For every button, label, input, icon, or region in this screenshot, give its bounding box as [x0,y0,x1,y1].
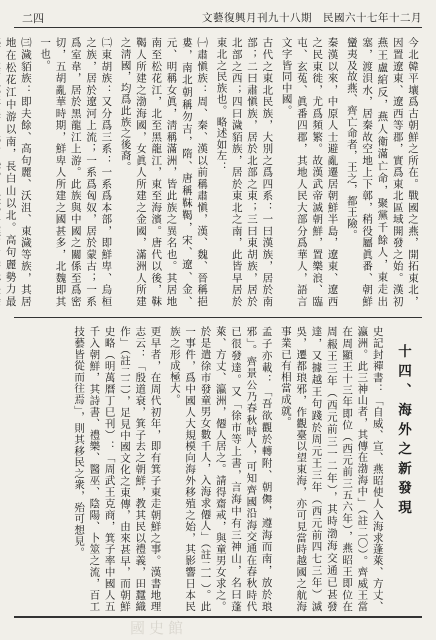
paragraph: 史記封禪書：「自威、宣、燕昭使人入海求蓬萊、方丈、瀛洲。此三神山者，其傳在渤海中」（註二〇）。齊威王當在周顯王十三年即位（西元前三五六年），燕昭王即位在周赧王三年（西元前三一二年），其時渤海交通已甚發達，又據越王句踐於周元王三年（西元前四七三年）滅吳，遷都琅邪，作觀臺以望東海，亦可見當時越國之航海事業已有相當成就。 [279,326,384,612]
paragraph: 更早者，在周代初年，即有箕子東走朝鮮之事。漢書地理志云：「殷道衰，箕子去之朝鮮，教其民以禮義，田蠶織作」（註二二），足見中國文化之東傳，由來甚早，而朝鮮史略（明萬曆丁巳刊）：「周武王克商，箕子率中國人五千入朝鮮，其詩書、禮樂、醫巫、陰陽、卜筮之流，百工技藝皆從而往焉」，則其移民之衆，殆可想見。 [73,326,162,612]
paragraph: ㈢濊貊族：即夫餘、高句麗、沃沮、東濊等族，其居地在松花江中游以南，長白山以北。高句麗勢力最 [4,37,32,307]
running-header: 文藝復興月刊九十八期 民國六十七年十二月 [202,12,422,24]
lower-text-block [14,326,420,612]
page-number: 二四 [22,12,44,25]
footer-rule [14,616,422,618]
paragraph: 今北韓平壤爲古朝鮮之所在。戰國之燕，開拓東北，因置遼東、遼西等郡，實爲東北區域開發之始。漢初燕王盧綰反，燕人衛滿亡命，聚黨千餘人，東走出塞，渡浿水，居秦故空地上下鄣，稍役屬眞番、朝鮮蠻夷及故燕、齊亡命者，王之，都王險。 [345,37,419,307]
paragraph: 秦漢以來，中原人士避亂遷居朝鮮半島，遼東、遼西之民東徙，尤爲頻繁。故漢武帝滅朝鮮，置樂浪、臨屯、玄菟、眞番四郡，其地人民大部分爲華人，語言文字皆同中國。 [280,37,339,307]
upper-text-block [4,37,420,307]
paragraph: ㈠肅愼族：周、秦、漢以前稱肅愼，漢、魏、晉稱挹婁，南北朝稱勿吉，隋、唐稱靺鞨，宋、遼、金、元、明稱女眞，淸稱滿洲，皆此族之異名也。其居地南至松花江，北至黑龍江，東至海濱。唐代以後，靺鞨人所建之渤海國，女眞人所建之金國，滿洲人所建之淸國，均爲此族之後裔。 [119,37,209,307]
section-title: 十四、海外之新發現 [395,344,411,520]
section-divider [14,317,422,318]
paragraph: 古代之東北民族，大別之爲四系：一曰漢族，居於南部；二曰肅愼族，居於北部之東；三曰東胡族，居於北部之西；四曰濊貊族，居於東北之南，此皆早居於東北之民族也。略述如左： [215,37,274,307]
paragraph: ㈡東胡族：又分爲三系：一系爲本部，即鮮卑、烏桓之族，居於遼河上流；一系爲匈奴，居於蒙古；一系爲室韋，居於黑龍江上游。此族與中國之關係至爲密切，五胡亂華時期，鮮卑人所建之國甚多，北魏即其一也。 [39,37,113,307]
paragraph: 孟子亦載：「吾欲觀於轉附、朝儛，遵海而南，放於琅邪」。齊景公乃春秋時人，可知齊國沿海交通在春秋時代已很發達。又「徐市等上書，言海中有三神山，名曰蓬萊、方丈、瀛洲，僊人居之。請得齋戒，與童男女求之。於是遣徐市發童男女數千人，入海求僊人」（註二一）。此一事件，爲中國人大規模向海外移殖之始，其影響日本民族之形成極大。 [168,326,273,612]
header-rule [14,27,422,28]
watermark: 國史館 [130,619,188,637]
